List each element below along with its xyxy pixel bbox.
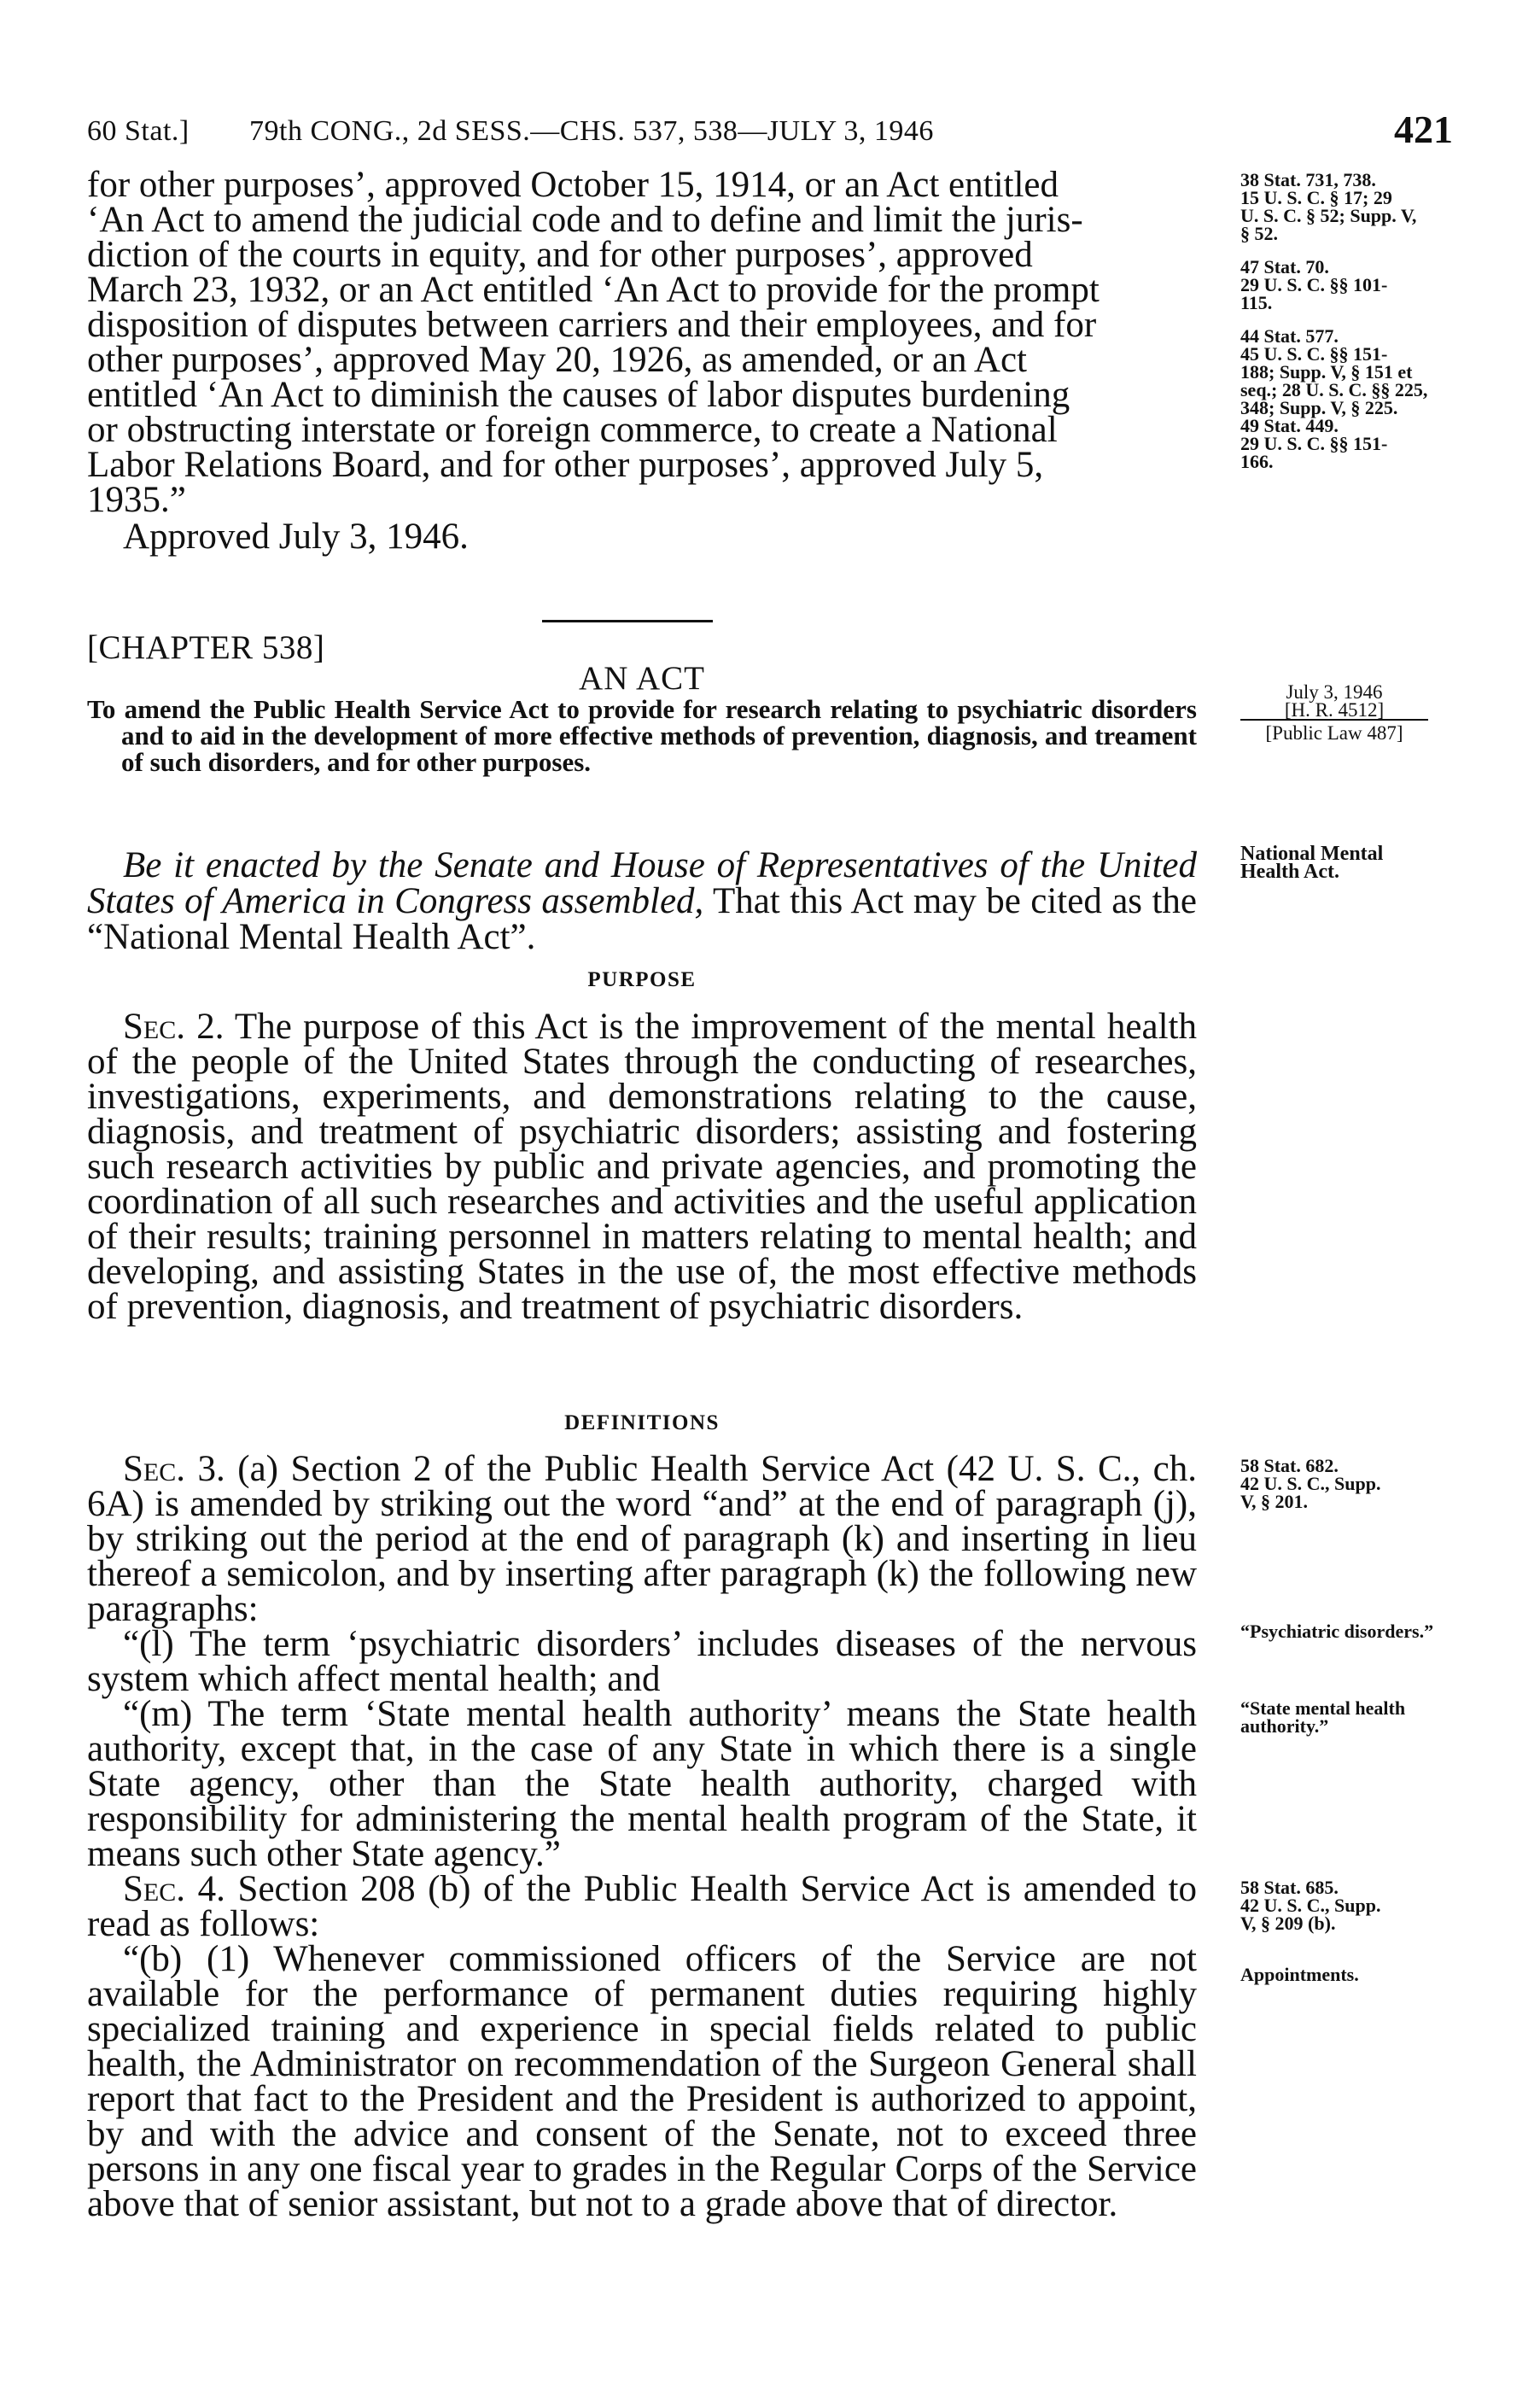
margin-note: 29 U. S. C. §§ 151- [1240,433,1388,454]
enacting-clause-text: That this Act may be cited as the “National Mental Health Act”. [87,881,1197,957]
margin-psych [1240,1622,1496,1640]
enacting-clause-italic: Be it enacted by the Senate and House of Representatives of the United States of America in Congress assembled, [87,845,1197,921]
section-2 [87,1007,1198,1327]
margin-note: 29 U. S. C. §§ 101- [1240,274,1388,295]
text-line: ‘An Act to amend the judicial code and to define and limit the juris- [87,200,1083,240]
margin-note: Appointments. [1240,1964,1359,1985]
section-text: The purpose of this Act is the improvement of the mental health of the people of the United States through the conducting of researches, investigations, experiments, and demonstrations relating to the cause, diagnosis, and treatment of psychiatric disorders; assisting and fostering such research activities by public and private agencies, and promoting the coordination of all such researches and activities and the useful application of their results; training personnel in matters relating to mental health; and developing, and assisting States in the use of, the most effective methods of prevention, diagnosis, and treatment of psychiatric disorders. [87,1007,1198,1327]
section-divider [542,620,713,622]
margin-note: 42 U. S. C., Supp. [1240,1473,1381,1494]
text-line: entitled ‘An Act to diminish the causes of labor disputes burdening [87,375,1070,415]
running-header [87,107,1453,158]
text-line: for other purposes’, approved October 15, 1914, or an Act entitled [87,165,1059,205]
margin-sec3-citation [1240,1457,1445,1510]
margin-note: 45 U. S. C. §§ 151- [1240,343,1388,365]
margin-sec4-citation [1240,1878,1445,1932]
chapter-label: [CHAPTER 538] [87,629,325,666]
margin-note: 44 Stat. 577. [1240,325,1339,347]
margin-state [1240,1699,1496,1735]
margin-note: 38 Stat. 731, 738. [1240,169,1376,190]
margin-note: V, § 209 (b). [1240,1913,1336,1934]
purpose-heading: PURPOSE [587,968,697,991]
margin-note: 15 U. S. C. § 17; 29 [1240,187,1392,208]
margin-note: 348; Supp. V, § 225. [1240,397,1398,418]
margin-note: 188; Supp. V, § 151 et [1240,361,1413,383]
margin-note: 58 Stat. 685. [1240,1877,1339,1898]
margin-note: seq.; 28 U. S. C. §§ 225, [1240,379,1428,400]
section-label: Sec. 3. [123,1449,225,1489]
definitions-heading: DEFINITIONS [564,1411,720,1434]
margin-note: 58 Stat. 682. [1240,1455,1339,1476]
margin-note: “Psychiatric disorders.” [1240,1621,1434,1642]
continuation-paragraph [87,165,1197,557]
text-line: disposition of disputes between carriers and their employees, and for [87,305,1097,345]
act-heading: AN ACT [579,660,705,697]
margin-note: U. S. C. § 52; Supp. V, [1240,205,1417,226]
text-line: other purposes’, approved May 20, 1926, as amended, or an Act [87,340,1027,380]
paragraph-l: “(l) The term ‘psychiatric disorders’ includes diseases of the nervous system which affect mental health; and [87,1624,1197,1699]
paragraph-b: “(b) (1) Whenever commissioned officers of the Service are not available for the performance of permanent duties requiring highly specialized training and experience in special fields related to public health, the Administrator on recommendation of the Surgeon General shall report that fact to the President and the President is authorized to appoint, by and with the advice and consent of the Senate, not to exceed three persons in any one fiscal year to grades in the Regular Corps of the Service above that of senior assistant, but not to a grade above that of director. [87,1939,1197,2224]
margin-note: 49 Stat. 449. [1240,415,1339,436]
margin-date: July 3, 1946 [1286,681,1383,703]
margin-note: V, § 201. [1240,1491,1309,1512]
margin-appointments [1240,1965,1445,1983]
margin-note: 166. [1240,451,1274,472]
text-line: or obstructing interstate or foreign commerce, to create a National [87,410,1058,450]
section-label: Sec. 4. [123,1869,225,1909]
text-line: 1935.” [87,480,186,520]
sections-3-4 [87,1451,1197,2222]
enacting-clause [87,811,1197,992]
paragraph-m: “(m) The term ‘State mental health authority’ means the State health authority, except that, in the case of any State in which there is a single State agency, other than the State health authority, charged with responsibility for administering the mental health program of the State, it means such other State agency.” [87,1694,1197,1874]
section-label: Sec. 2. [123,1007,225,1047]
margin-note: National Mental Health Act. [1240,843,1384,883]
margin-bill-info [1240,683,1428,742]
margin-public-law: [Public Law 487] [1265,722,1403,744]
section-text: Section 208 (b) of the Public Health Service Act is amended to read as follows: [87,1869,1197,1944]
margin-note: 42 U. S. C., Supp. [1240,1895,1381,1916]
margin-note: 115. [1240,292,1273,313]
page-number: 421 [1394,108,1453,151]
section-text: (a) Section 2 of the Public Health Service Act (42 U. S. C., ch. 6A) is amended by striking out the word “and” at the end of paragraph (j), by striking out the period at the end of paragraph (k) and inserting in lieu thereof a semicolon, and by inserting after paragraph (k) the following new paragraphs: [87,1449,1197,1629]
approval-date: Approved July 3, 1946. [123,517,469,557]
margin-note: § 52. [1240,223,1278,244]
margin-bill-number: [H. R. 4512] [1240,701,1428,721]
margin-note: 47 Stat. 70. [1240,256,1329,277]
session-chapter-line: 79th CONG., 2d SESS.—CHS. 537, 538—JULY 3, 1946 [249,115,934,147]
margin-citations-top [1240,171,1445,470]
act-title [87,696,1197,775]
volume-reference: 60 Stat.] [87,115,190,147]
text-line: diction of the courts in equity, and for other purposes’, approved [87,235,1033,275]
text-line: March 23, 1932, or an Act entitled ‘An Act to provide for the prompt [87,270,1100,310]
margin-note: “State mental health authority.” [1240,1697,1406,1737]
act-title-text: To amend the Public Health Service Act to provide for research relating to psychiatric disorders and to aid in the development of more effective methods of prevention, diagnosis, and treament of such disorders, and for other purposes. [87,694,1197,777]
margin-short-title [1240,845,1445,881]
text-line: Labor Relations Board, and for other purposes’, approved July 5, [87,445,1044,485]
